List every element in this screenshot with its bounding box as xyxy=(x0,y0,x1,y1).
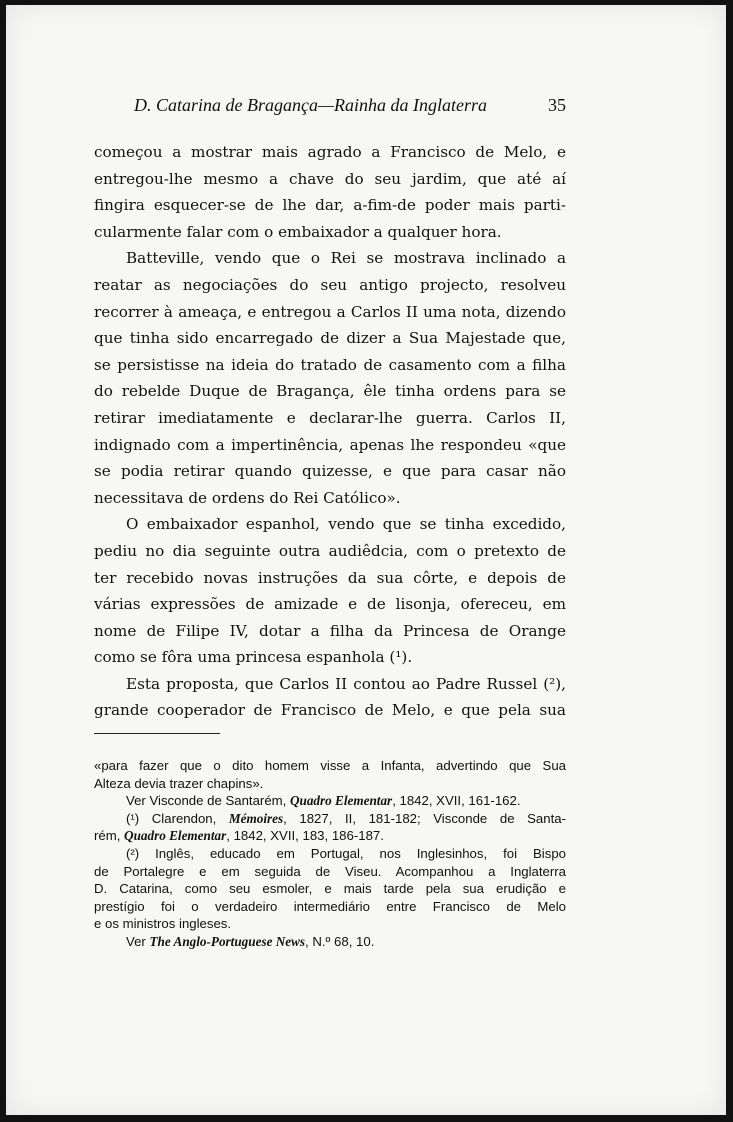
text-line: grande cooperador de Francisco de Melo, e que pela sua xyxy=(94,701,566,720)
footnote-1-title: Quadro Elementar xyxy=(124,828,227,844)
footnote-reference xyxy=(94,933,566,951)
footnote-line: e os ministros ingleses. xyxy=(94,916,232,932)
page-number: 35 xyxy=(548,95,566,115)
text-line: fingira esquecer-se de lhe dar, a-fim-de poder mais parti- xyxy=(94,196,566,215)
footnote-line: de Portalegre e em seguida de Viseu. Acompanhou a Inglaterra xyxy=(94,863,566,879)
text-line: cularmente falar com o embaixador a qualquer hora. xyxy=(94,222,502,241)
footnote-1-part: , 1842, XVII, 183, 186-187. xyxy=(226,828,384,844)
book-page xyxy=(6,5,726,1115)
footnotes xyxy=(94,757,566,951)
text-line: se podia retirar quando quizesse, e que para casar não xyxy=(94,462,566,481)
text-line: que tinha sido encarregado de dizer a Sua Majestade que, xyxy=(94,329,566,348)
text-line: indignado com a impertinência, apenas lhe respondeu «que xyxy=(94,435,566,454)
footnote-line: D. Catarina, como seu esmoler, e mais tarde pela sua erudição e xyxy=(94,881,566,897)
text-line: se persistisse na ideia do tratado de casamento com a filha xyxy=(94,355,566,374)
text-line: Esta proposta, que Carlos II contou ao Padre Russel (²), xyxy=(126,674,566,693)
footnote-1-part: rém, xyxy=(94,828,125,844)
ref-suffix: , N.º 68, 10. xyxy=(305,933,375,949)
body-text xyxy=(94,139,566,724)
text-line: pediu no dia seguinte outra audiêdcia, com o pretexto de xyxy=(94,541,566,560)
text-line: recorrer à ameaça, e entregou a Carlos II uma nota, dizendo xyxy=(94,302,566,321)
footnote-1-title: Mémoires xyxy=(228,810,284,826)
footnote-1-part: , 1827, II, 181-182; Visconde de Santa- xyxy=(283,810,566,826)
ref-suffix: , 1842, XVII, 161-162. xyxy=(392,793,521,809)
paragraph-3 xyxy=(94,511,566,671)
text-line: ter recebido novas instruções da sua côrte, e depois de xyxy=(94,568,566,587)
ref-title: Quadro Elementar xyxy=(289,793,393,809)
footnote-1 xyxy=(94,810,566,828)
paragraph-1 xyxy=(94,139,566,245)
paragraph-2 xyxy=(94,245,566,511)
text-line: como se fôra uma princesa espanhola (¹). xyxy=(94,648,413,667)
text-line: necessitava de ordens do Rei Católico». xyxy=(94,488,401,507)
text-line: reatar as negociações do seu antigo projecto, resolveu xyxy=(94,275,566,294)
page-header xyxy=(134,95,566,121)
paragraph-4 xyxy=(94,671,566,724)
footnote-line: prestígio foi o verdadeiro intermediário entre Francisco de Melo xyxy=(94,898,566,914)
footnote-line: «para fazer que o dito homem visse a Infanta, advertindo que Sua xyxy=(94,758,566,773)
text-line: várias expressões de amizade e de lisonja, ofereceu, em xyxy=(94,595,566,614)
footnote-1-cont xyxy=(94,827,566,845)
text-line: do rebelde Duque de Bragança, êle tinha ordens para se xyxy=(94,382,566,401)
text-line: Batteville, vendo que o Rei se mostrava inclinado a xyxy=(126,249,566,268)
running-title: D. Catarina de Bragança—Rainha da Inglaterra xyxy=(134,95,487,115)
ref-title: The Anglo-Portuguese News xyxy=(149,933,306,949)
ref-prefix: Ver xyxy=(126,933,150,949)
footnote-reference xyxy=(94,792,566,810)
text-line: nome de Filipe IV, dotar a filha da Princesa de Orange xyxy=(94,621,566,640)
footnote-rule xyxy=(94,733,220,734)
ref-prefix: Ver Visconde de Santarém, xyxy=(126,793,290,809)
text-line: começou a mostrar mais agrado a Francisco de Melo, e xyxy=(94,143,566,161)
footnote-2: (²) Inglês, educado em Portugal, nos Inglesinhos, foi Bispo xyxy=(126,845,566,861)
footnote-line: Alteza devia trazer chapins». xyxy=(94,775,264,791)
footnote-1-part: (¹) Clarendon, xyxy=(126,810,229,826)
text-line: O embaixador espanhol, vendo que se tinha excedido, xyxy=(126,515,566,534)
text-line: retirar imediatamente e declarar-lhe guerra. Carlos II, xyxy=(94,408,566,427)
text-line: entregou-lhe mesmo a chave do seu jardim, que até aí xyxy=(94,169,566,188)
